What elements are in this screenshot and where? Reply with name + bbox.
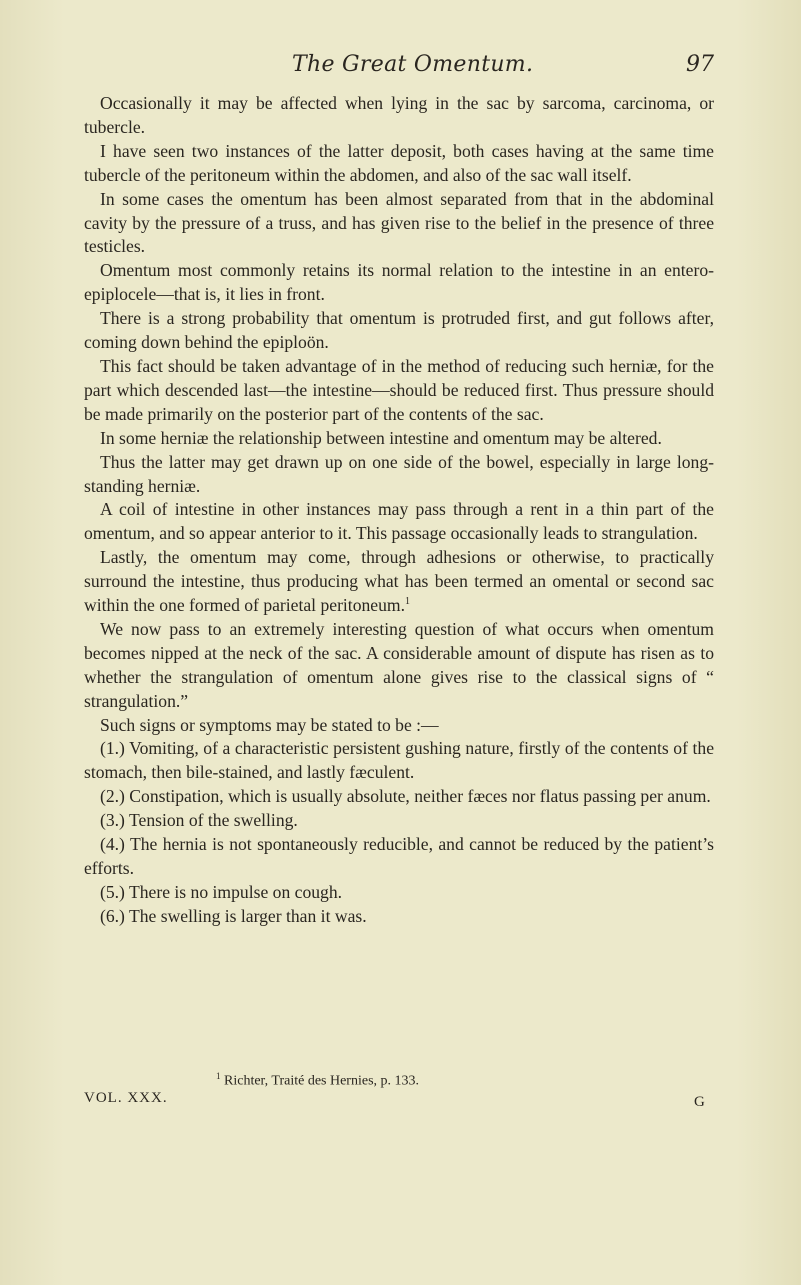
list-item: (6.) The swelling is larger than it was. xyxy=(100,905,367,926)
paragraph: There is a strong probability that omentum is protruded first, and gut follows after, coming down behind the epiploön. xyxy=(84,308,714,353)
paragraph: In some cases the omentum has been almost separated from that in the abdominal cavity by the pressure of a truss, and has given rise to the belief in the presence of three testicles. xyxy=(84,188,714,257)
list-item: (1.) Vomiting, of a characteristic persistent gushing nature, firstly of the contents of the stomach, then bile-stained, and lastly fæculent. xyxy=(84,738,714,783)
running-header xyxy=(84,52,714,82)
paragraph: Thus the latter may get drawn up on one side of the bowel, especially in large long-standing herniæ. xyxy=(84,451,714,496)
footnote-reference: 1 xyxy=(404,596,410,608)
footnote-text: Richter, Traité des Hernies, p. 133. xyxy=(224,1073,420,1089)
body-text xyxy=(84,92,714,929)
page-number: 97 xyxy=(686,52,714,77)
paragraph: A coil of intestine in other instances may pass through a rent in a thin part of the omentum, and so appear anterior to it. This passage occasionally leads to strangulation. xyxy=(84,499,714,544)
list-item: (2.) Constipation, which is usually absolute, neither fæces nor flatus passing per anum. xyxy=(100,786,711,807)
paragraph: Such signs or symptoms may be stated to be :— xyxy=(100,714,439,735)
paragraph: This fact should be taken advantage of in the method of reducing such herniæ, for the part which descended last—the intestine—should be reduced first. Thus pressure should be made primarily on the posterior part of the contents of the sac. xyxy=(84,355,714,424)
paragraph-with-footnote xyxy=(84,546,714,618)
footnote xyxy=(216,1071,419,1090)
list-item: (3.) Tension of the swelling. xyxy=(100,810,298,831)
paragraph: Omentum most commonly retains its normal relation to the intestine in an entero-epiplocele—that is, it lies in front. xyxy=(84,260,714,305)
list-item: (4.) The hernia is not spontaneously reducible, and cannot be reduced by the patient’s efforts. xyxy=(84,834,714,878)
paragraph: I have seen two instances of the latter deposit, both cases having at the same time tubercle of the peritoneum within the abdomen, and also of the sac wall itself. xyxy=(84,140,714,185)
paragraph-text: Lastly, the omentum may come, through adhesions or otherwise, to practically surround the intestine, thus producing what has been termed an omental or second sac within the one formed of parietal peritoneum. xyxy=(84,547,714,616)
paragraph: Occasionally it may be affected when lying in the sac by sarcoma, carcinoma, or tubercle. xyxy=(84,93,714,137)
volume-signature: VOL. XXX. xyxy=(84,1090,168,1106)
running-title: The Great Omentum. xyxy=(292,52,534,77)
paragraph: We now pass to an extremely interesting question of what occurs when omentum becomes nipped at the neck of the sac. A considerable amount of dispute has risen as to whether the strangulation of omentum alone gives rise to the classical signs of “ strangulation.” xyxy=(84,618,714,711)
paragraph: In some herniæ the relationship between intestine and omentum may be altered. xyxy=(100,427,662,448)
signature-letter: G xyxy=(694,1094,705,1110)
footnote-marker: 1 xyxy=(216,1071,221,1081)
list-item: (5.) There is no impulse on cough. xyxy=(100,881,343,902)
